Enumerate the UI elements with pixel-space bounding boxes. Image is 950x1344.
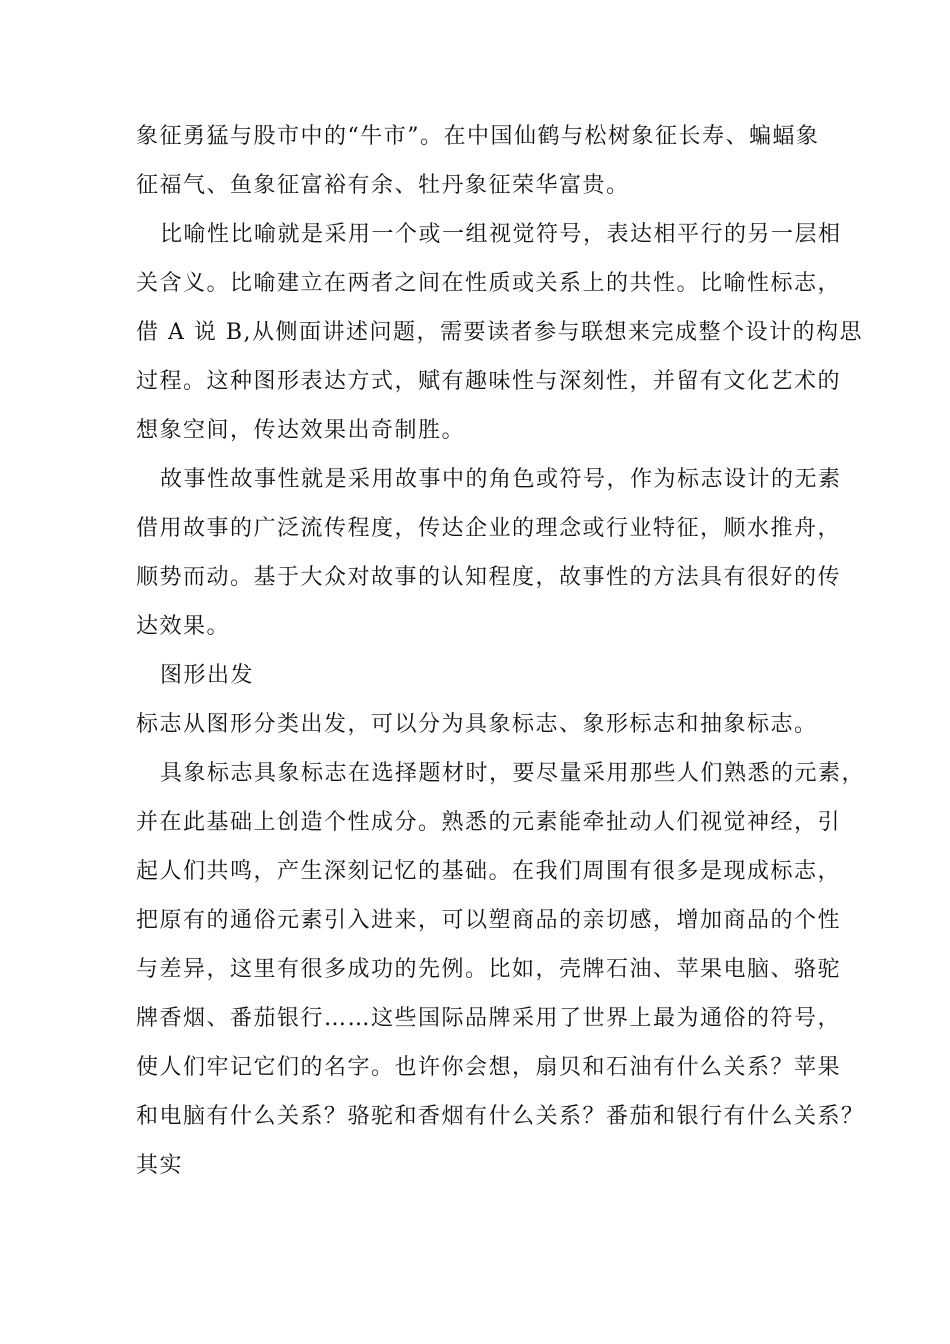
text-line: 征福气、鱼象征富裕有余、牡丹象征荣华富贵。 bbox=[136, 173, 630, 198]
text-line: 其实 bbox=[136, 1153, 184, 1178]
text-line: 起人们共鸣，产生深刻记忆的基础。在我们周围有很多是现成标志， bbox=[136, 859, 842, 884]
text-line: 与差异，这里有很多成功的先例。比如，壳牌石油、苹果电脑、骆驼 bbox=[136, 957, 842, 982]
text-line: 具象标志具象标志在选择题材时，要尽量采用那些人们熟悉的元素， bbox=[160, 761, 866, 786]
text-line: 借 A 说 B,从侧面讲述问题，需要读者参与联想来完成整个设计的构思 bbox=[136, 320, 864, 345]
text-line: 把原有的通俗元素引入进来，可以塑商品的亲切感，增加商品的个性 bbox=[136, 908, 842, 933]
text-line: 关含义。比喻建立在两者之间在性质或关系上的共性。比喻性标志， bbox=[136, 271, 842, 296]
text-line: 想象空间，传达效果出奇制胜。 bbox=[136, 418, 466, 443]
text-line: 过程。这种图形表达方式，赋有趣味性与深刻性，并留有文化艺术的 bbox=[136, 369, 842, 394]
text-line: 使人们牢记它们的名字。也许你会想，扇贝和石油有什么关系？苹果 bbox=[136, 1055, 842, 1080]
text-line: 故事性故事性就是采用故事中的角色或符号，作为标志设计的无素 bbox=[160, 467, 842, 492]
text-line: 达效果。 bbox=[136, 614, 231, 639]
text-line: 象征勇猛与股市中的“牛市”。在中国仙鹤与松树象征长寿、蝙蝠象 bbox=[136, 124, 820, 149]
body-text bbox=[136, 112, 866, 1190]
text-line: 顺势而动。基于大众对故事的认知程度，故事性的方法具有很好的传 bbox=[136, 565, 842, 590]
text-line: 比喻性比喻就是采用一个或一组视觉符号，表达相平行的另一层相 bbox=[160, 222, 842, 247]
text-line: 借用故事的广泛流传程度，传达企业的理念或行业特征，顺水推舟， bbox=[136, 516, 842, 541]
text-line: 牌香烟、番茄银行……这些国际品牌采用了世界上最为通俗的符号， bbox=[136, 1006, 842, 1031]
text-line: 和电脑有什么关系？骆驼和香烟有什么关系？番茄和银行有什么关系？ bbox=[136, 1104, 865, 1129]
text-line: 标志从图形分类出发，可以分为具象标志、象形标志和抽象标志。 bbox=[136, 712, 818, 737]
text-line: 并在此基础上创造个性成分。熟悉的元素能牵扯动人们视觉神经，引 bbox=[136, 810, 842, 835]
section-heading: 图形出发 bbox=[160, 663, 255, 688]
